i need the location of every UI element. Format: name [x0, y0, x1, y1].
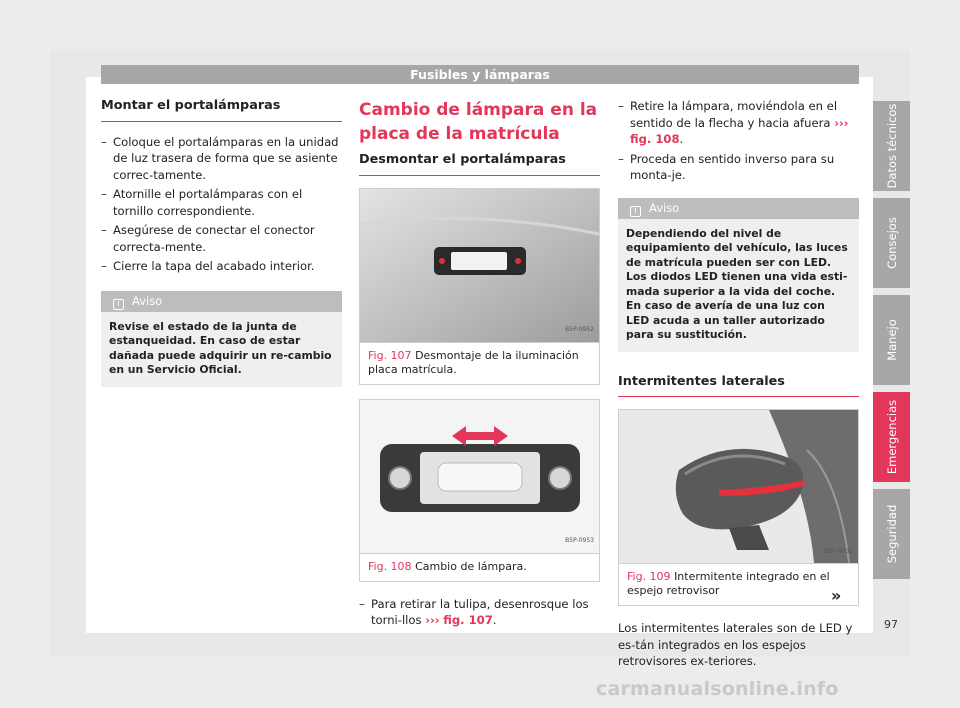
body-paragraph: Los intermitentes laterales son de LED y es-tán integrados en los espejos retrovisores ex-teriores. [618, 621, 853, 668]
caption-text: Cambio de lámpara. [415, 559, 527, 573]
ref-arrow: ››› [425, 613, 440, 627]
figure-109 [618, 409, 859, 606]
heading-intermitentes: Intermitentes laterales [618, 374, 859, 398]
list-item [359, 596, 600, 629]
steps-list [101, 134, 342, 275]
list-item: – Asegúrese de conectar el conector correcta-mente. [101, 222, 342, 255]
tab-emergencias[interactable] [873, 392, 910, 482]
notice-text: Revise el estado de la junta de estanqueidad. En caso de estar dañada puede adquirir un re-cambio en un Servicio Oficial. [109, 319, 332, 376]
step-text: Retire la lámpara, moviéndola en el sentido de la flecha y hacia afuera [630, 99, 838, 130]
info-icon: i [630, 206, 641, 217]
list-item: – Atornille el portalámparas con el tornillo correspondiente. [101, 186, 342, 219]
notice-label: Aviso [132, 293, 163, 308]
list-item [618, 98, 859, 148]
chapter-tabs [873, 101, 910, 586]
continue-mark: » [831, 586, 842, 605]
figure-caption [619, 563, 858, 605]
tab-label: Manejo [884, 319, 899, 361]
figure-label: Fig. 107 [368, 348, 412, 362]
notice-header [618, 198, 859, 219]
section-header: Fusibles y lámparas [101, 65, 859, 84]
figure-caption [360, 342, 599, 384]
side-mirror-illustration [619, 410, 858, 563]
column-middle [359, 98, 600, 632]
figure-code: B5P-0953 [565, 537, 594, 544]
page-number: 97 [884, 618, 898, 631]
notice-label: Aviso [649, 200, 680, 215]
list-item: – Coloque el portalámparas en la unidad de luz trasera de forma que se asiente correc-tamente. [101, 134, 342, 184]
tab-consejos[interactable] [873, 198, 910, 288]
tab-label: Consejos [884, 217, 899, 269]
watermark: carmanualsonline.info [596, 678, 839, 700]
figure-link[interactable]: fig. 108 [630, 132, 680, 146]
heading-desmontar: Desmontar el portalámparas [359, 152, 600, 176]
figure-108-image [360, 400, 599, 553]
heading-montar: Montar el portalámparas [101, 98, 342, 122]
steps-list [359, 596, 600, 629]
chapter-heading: Cambio de lámpara en la placa de la matrícula [359, 100, 598, 144]
tab-label: Seguridad [884, 504, 899, 564]
ref-arrow: ››› [834, 115, 849, 130]
figure-109-image [619, 410, 858, 563]
notice-text: Dependiendo del nivel de equipamiento del vehículo, las luces de matrícula pueden ser con LED. Los diodos LED tienen una vida esti-mada superior a la vida del coche. En caso de avería de una luz con LED acuda a un taller autorizado para su sustitución. [626, 226, 848, 341]
notice-header [101, 291, 342, 312]
figure-107-image [360, 189, 599, 342]
step-text: Para retirar la tulipa, desenrosque los torni-llos [371, 596, 589, 627]
tab-seguridad[interactable] [873, 489, 910, 579]
tab-label: Emergencias [884, 399, 899, 475]
figure-code: B5P-0952 [565, 326, 594, 333]
lamp-removal-illustration [360, 400, 599, 553]
list-item: – Cierre la tapa del acabado interior. [101, 258, 342, 275]
info-icon: i [113, 299, 124, 310]
tab-datos-tecnicos[interactable] [873, 101, 910, 191]
tab-label: Datos técnicos [884, 103, 899, 189]
column-left [101, 98, 342, 387]
figure-caption [360, 553, 599, 581]
tab-manejo[interactable] [873, 295, 910, 385]
steps-list [618, 98, 859, 184]
notice-box [101, 291, 342, 387]
notice-box [618, 198, 859, 352]
figure-label: Fig. 109 [627, 570, 671, 583]
license-plate-light-illustration [360, 189, 599, 342]
step-end: . [679, 132, 684, 146]
step-end: . [492, 613, 497, 627]
list-item: – Proceda en sentido inverso para su monta-je. [618, 151, 859, 184]
figure-107 [359, 188, 600, 385]
caption-text: Intermitente integrado en el espejo retrovisor [627, 570, 830, 597]
column-right [618, 98, 859, 670]
figure-label: Fig. 108 [368, 559, 412, 573]
caption-text: Desmontaje de la iluminación placa matrícula. [368, 348, 579, 376]
figure-code: B6F-0035 [824, 547, 853, 555]
figure-link[interactable]: fig. 107 [443, 613, 493, 627]
figure-108 [359, 399, 600, 582]
